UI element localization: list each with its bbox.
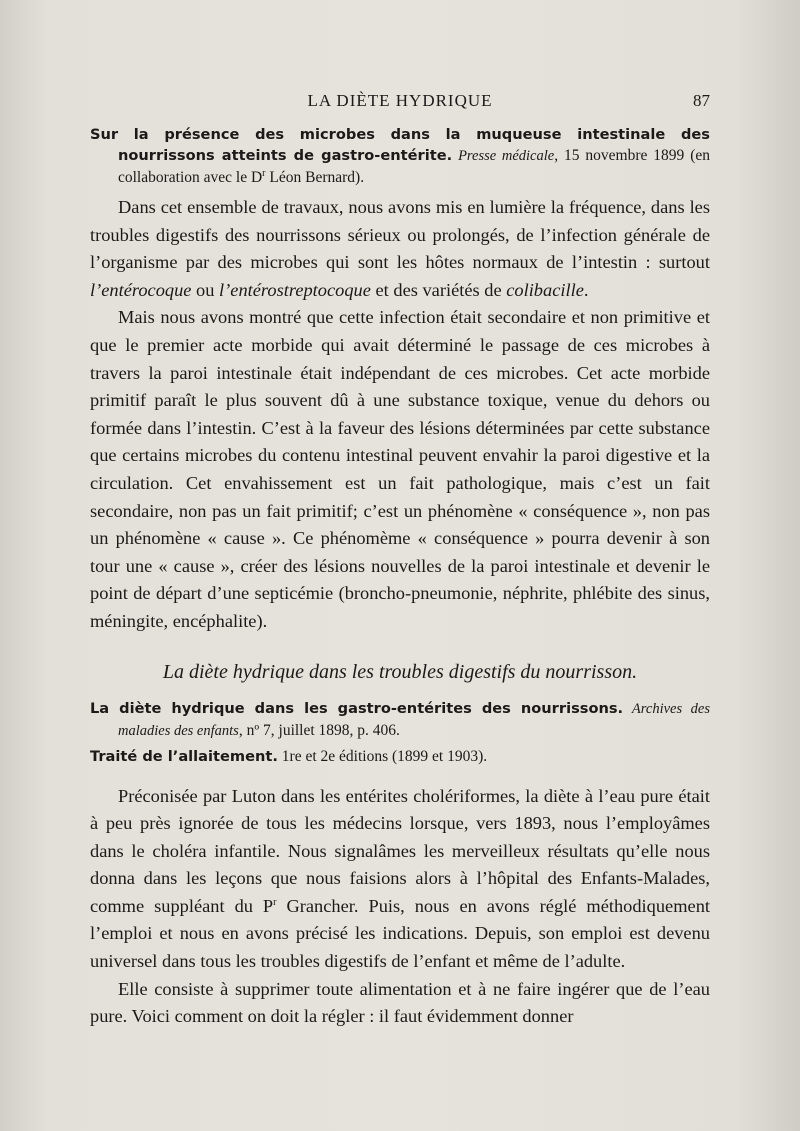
text-run: . xyxy=(583,279,589,300)
running-header xyxy=(90,91,710,117)
page-number: 87 xyxy=(693,91,710,110)
text-run: Grancher. Puis, nous en avons réglé méthodiquement l’emploi et nous en avons précisé les indications. Depuis, son emploi est devenu universel dans tous les troubles digestifs de l’enfant et même de l’adulte. xyxy=(90,895,710,972)
bibliography-entry xyxy=(90,698,710,742)
superscript: r xyxy=(262,167,266,179)
italic-term: l’entérocoque xyxy=(90,279,192,300)
italic-term: l’entérostreptocoque xyxy=(219,279,371,300)
text-run: Préconisée par Luton dans les entérites cholériformes, la diète à l’eau pure était à peu près ignorée de tous les médecins lorsque, vers 1893, nous l’employâmes dans le choléra infantile. Nous signalâmes les merveilleux résultats qu’elle nous donna dans les leçons que nous faisions alors à l’hôpital des Enfants-Malades, comme suppléant du P xyxy=(90,785,710,916)
text-run: Dans cet ensemble de travaux, nous avons mis en lumière la fréquence, dans les troubles digestifs des nourrissons sérieux ou prolongés, de l’infection générale de l’organisme par des microbes qui sont les hôtes normaux de l’intestin : surtout xyxy=(90,197,710,273)
paragraph xyxy=(90,194,710,304)
author-name: Léon Bernard). xyxy=(265,169,365,186)
journal-name: Archives des maladies des enfants xyxy=(118,700,710,739)
paragraph: Mais nous avons montré que cette infection était secondaire et non primitive et que le premier acte morbide qui avait déterminé le passage de ces microbes à travers la paroi intestinale était indépendant de ces microbes. Cet acte morbide primitif paraît le plus souvent dû à une substance toxique, venue du dehors ou formée dans l’intestin. C’est à la faveur des lésions déterminées par cette substance que certains microbes du contenu intestinal peuvent envahir la paroi digestive et la circulation. Cet envahissement est un fait pathologique, mais c’est un fait secondaire, non pas un fait primitif; c’est un phénomène « conséquence », non pas un phénomène « cause ». Ce phénomème « conséquence » pourra devenir à son tour une « cause », créer des lésions nouvelles de la paroi intestinale et devenir le point de départ d’une septicémie (broncho-pneumonie, néphrite, phlébite des sinus, méningite, encéphalite). xyxy=(90,307,710,631)
paragraph xyxy=(90,783,710,976)
bibliography-entry xyxy=(90,124,710,188)
text-run: ou xyxy=(191,279,220,300)
entry-title: Sur la présence des microbes dans la muqueuse intestinale des nourrissons atteints de gastro-entérite. xyxy=(90,126,710,164)
journal-name: Presse médicale xyxy=(458,148,555,164)
paragraph: Elle consiste à supprimer toute alimentation et à ne faire ingérer que de l’eau pure. Voici comment on doit la régler : il faut évidemment donner xyxy=(90,978,710,1027)
running-title: LA DIÈTE HYDRIQUE xyxy=(307,91,493,110)
page-body xyxy=(90,124,710,1031)
entry-title: La diète hydrique dans les gastro-entérites des nourrissons. xyxy=(90,699,624,717)
entry-details: , nº 7, juillet 1898, p. 406. xyxy=(238,721,400,739)
text-run: et des variétés de xyxy=(370,279,507,300)
entry-title: Traité de l’allaitement. xyxy=(90,747,278,765)
italic-term: colibacille xyxy=(506,279,584,300)
entry-details: , 15 novembre 1899 (en collaboration avec le D xyxy=(118,147,710,186)
bibliography-entry xyxy=(90,746,710,767)
superscript: r xyxy=(273,896,277,908)
section-heading: La diète hydrique dans les troubles digestifs du nourrisson. xyxy=(162,660,638,683)
entry-details: 1re et 2e éditions (1899 et 1903). xyxy=(277,747,488,765)
